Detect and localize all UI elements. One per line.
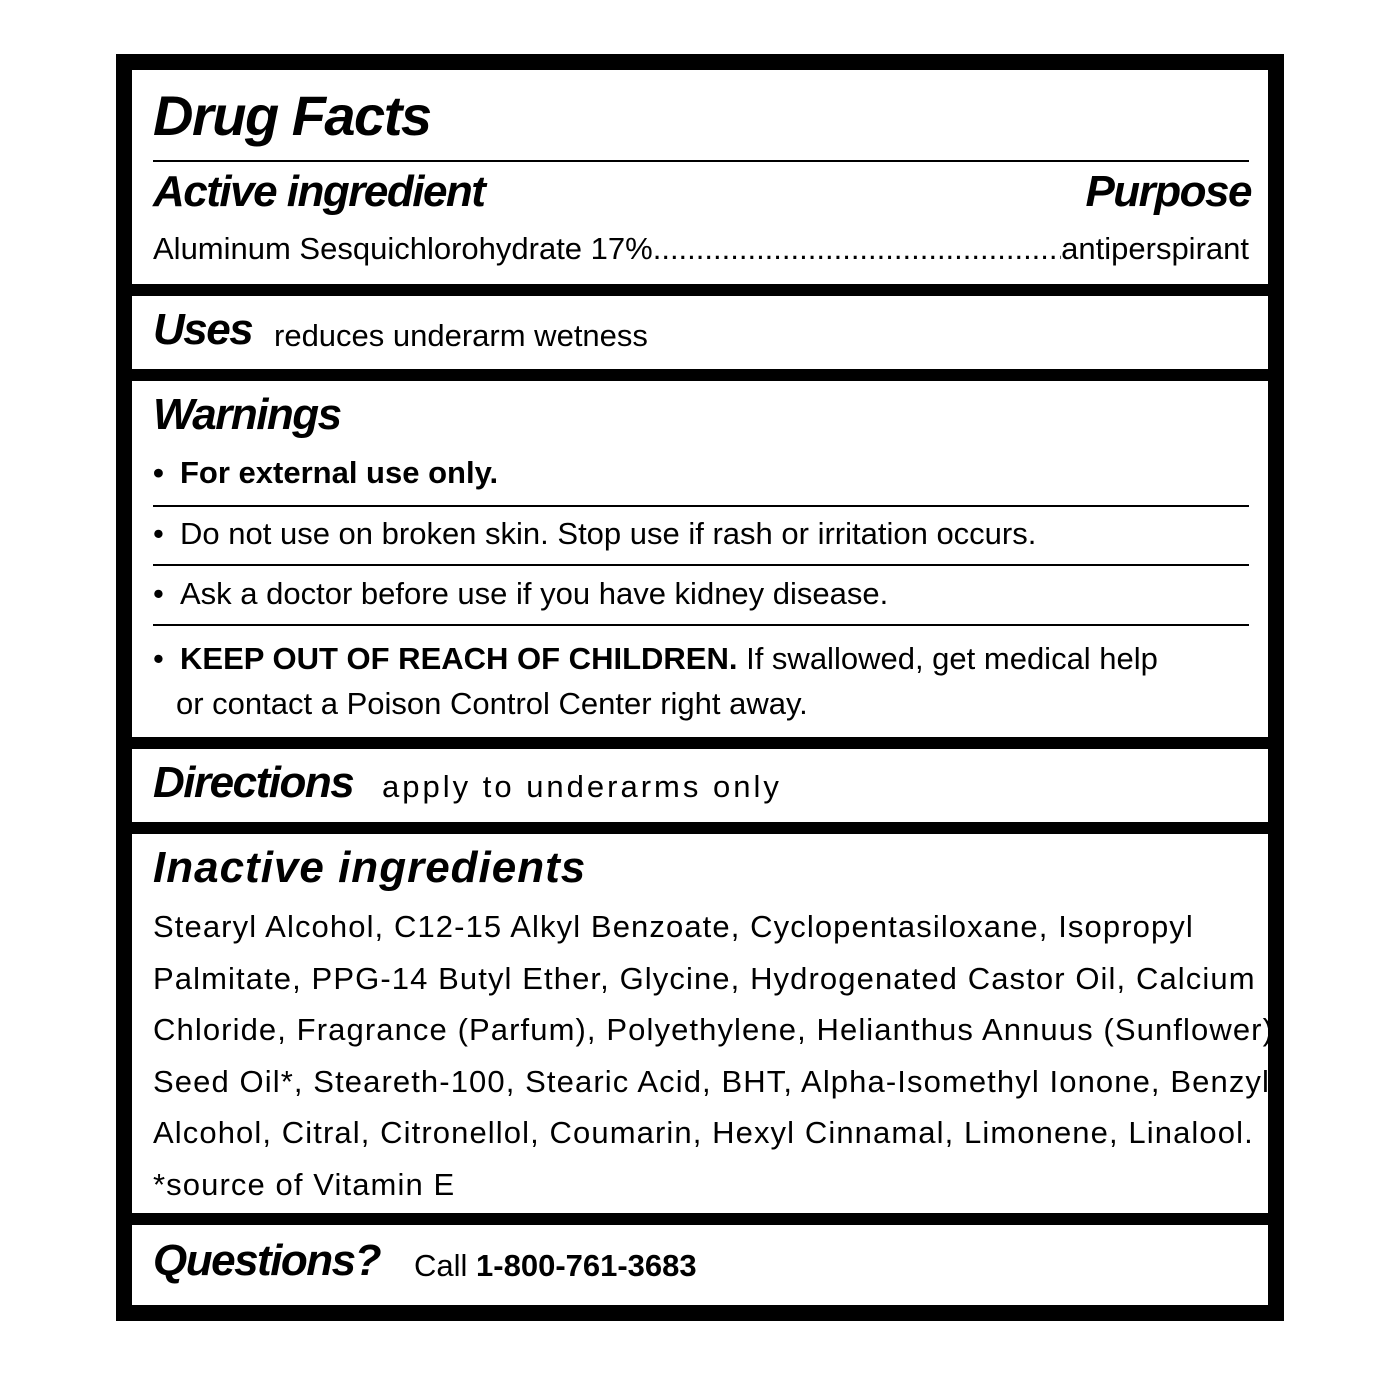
divider bbox=[153, 160, 1249, 162]
warnings-panel bbox=[132, 381, 1268, 737]
directions-panel bbox=[132, 749, 1268, 822]
bullet: • bbox=[153, 455, 164, 490]
ingredient-name: Aluminum Sesquichlorohydrate 17% bbox=[153, 231, 653, 266]
inactive-line: Chloride, Fragrance (Parfum), Polyethylene, Helianthus Annuus (Sunflower) bbox=[153, 1012, 1275, 1048]
active-ingredient-panel bbox=[132, 70, 1268, 284]
warnings-heading: Warnings bbox=[153, 390, 341, 439]
uses-text: reduces underarm wetness bbox=[274, 318, 648, 353]
inactive-ingredients-text bbox=[153, 901, 1275, 1211]
divider bbox=[153, 624, 1249, 626]
inactive-line: Palmitate, PPG-14 Butyl Ether, Glycine, Hydrogenated Castor Oil, Calcium bbox=[153, 960, 1256, 996]
drug-facts-label bbox=[116, 54, 1284, 1321]
inactive-line: Alcohol, Citral, Citronellol, Coumarin, Hexyl Cinnamal, Limonene, Linalool. bbox=[153, 1115, 1254, 1151]
divider bbox=[153, 564, 1249, 566]
warning-text: For external use only. bbox=[180, 455, 499, 490]
questions-heading: Questions? bbox=[153, 1236, 381, 1285]
inactive-line: Stearyl Alcohol, C12-15 Alkyl Benzoate, Cyclopentasiloxane, Isopropyl bbox=[153, 909, 1194, 944]
divider bbox=[153, 505, 1249, 507]
questions-text bbox=[414, 1247, 697, 1285]
directions-heading: Directions bbox=[153, 758, 354, 807]
warning-item bbox=[153, 575, 1249, 613]
inactive-footnote: *source of Vitamin E bbox=[153, 1166, 456, 1202]
inactive-line: Seed Oil*, Steareth-100, Stearic Acid, BHT, Alpha-Isomethyl Ionone, Benzyl bbox=[153, 1063, 1271, 1099]
page-title: Drug Facts bbox=[153, 84, 431, 147]
bullet: • bbox=[153, 516, 164, 551]
warning-item bbox=[153, 454, 1249, 492]
directions-text: apply to underarms only bbox=[382, 769, 782, 804]
bullet: • bbox=[153, 641, 164, 676]
active-ingredient-heading: Active ingredient bbox=[153, 167, 485, 216]
purpose-heading: Purpose bbox=[1085, 167, 1251, 216]
warning-item bbox=[153, 636, 1249, 726]
warning-text: Do not use on broken skin. Stop use if rash or irritation occurs. bbox=[180, 516, 1037, 551]
warning-bold-text: KEEP OUT OF REACH OF CHILDREN. bbox=[180, 641, 738, 676]
phone-number: 1-800-761-3683 bbox=[476, 1248, 697, 1283]
warning-text: If swallowed, get medical help bbox=[746, 641, 1158, 676]
dot-leader bbox=[653, 230, 1061, 268]
ingredient-purpose: antiperspirant bbox=[1061, 231, 1249, 266]
call-label: Call bbox=[414, 1248, 468, 1283]
ingredient-row bbox=[153, 230, 1249, 268]
warning-item bbox=[153, 515, 1249, 553]
inactive-ingredients-heading: Inactive ingredients bbox=[153, 843, 587, 892]
warning-text: Ask a doctor before use if you have kidney disease. bbox=[180, 576, 889, 611]
uses-panel bbox=[132, 296, 1268, 369]
inactive-ingredients-panel bbox=[132, 834, 1275, 1213]
uses-heading: Uses bbox=[153, 305, 253, 354]
questions-panel bbox=[132, 1225, 1268, 1305]
warning-text-continued: or contact a Poison Control Center right away. bbox=[176, 686, 808, 721]
bullet: • bbox=[153, 576, 164, 611]
